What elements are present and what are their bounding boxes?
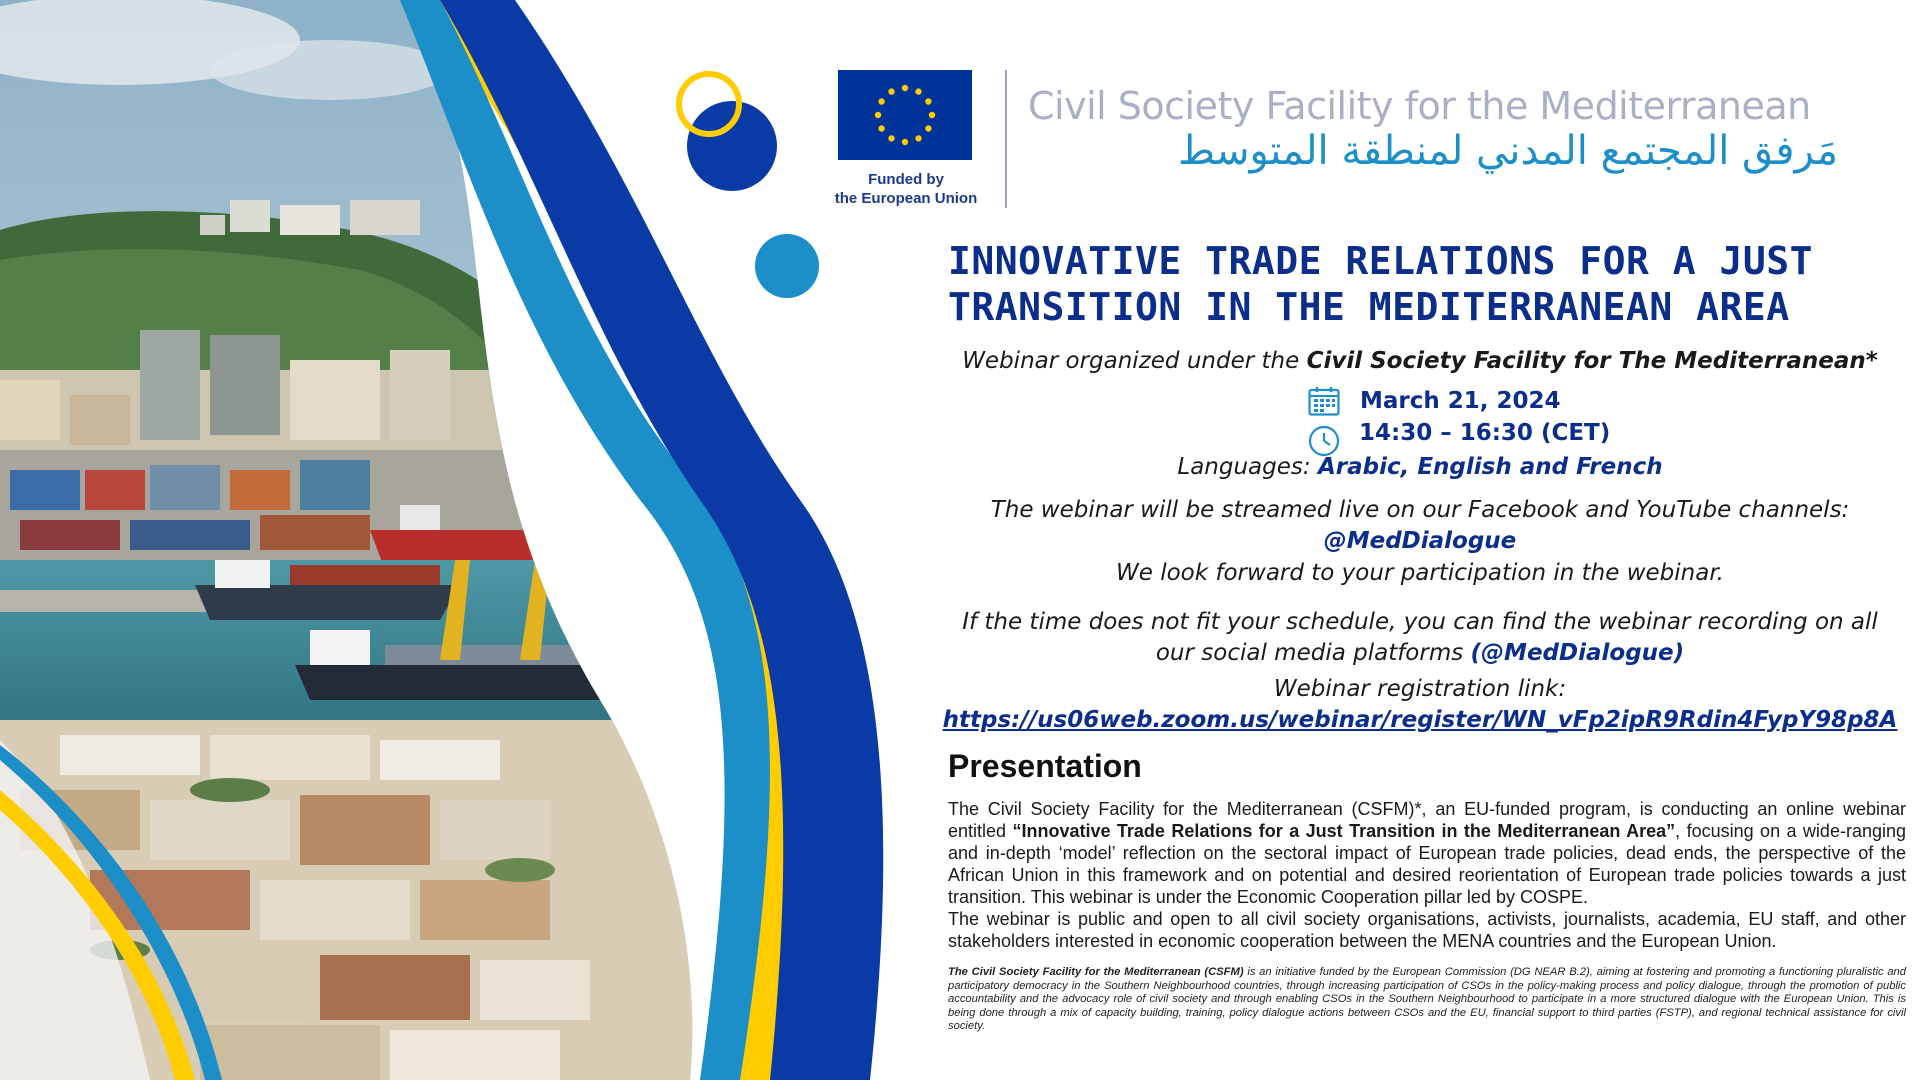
schedule-handle[interactable]: (@MedDialogue) (1470, 640, 1685, 666)
registration-link-row (940, 705, 1900, 735)
funded-line-1: Funded by (868, 171, 944, 188)
webinar-date: March 21, 2024 (1360, 388, 1561, 414)
funded-line-2: the European Union (834, 190, 978, 207)
footnote-text: is an initiative funded by the European Commission (DG NEAR B.2), aiming at fostering and promoting a functioning pluralistic and participatory democracy in the Southern Neighbourhood countries, through increasing participation of CSOs in the policy-making process and policy dialogue, through the promotion of public accountability and the advocacy role of civil society and through enabling CSOs in the Southern Neighbourhood to participate in a more structured dialogue with the European Union. This is being done through a mix of capacity building, training, policy dialogue actions between CSOs and the EU, financial support to third parties (FSTP), and regional technical assistance for civil society. (948, 966, 1906, 1032)
presentation-heading: Presentation (948, 748, 1142, 784)
eu-flag-icon (838, 70, 972, 160)
registration-link[interactable]: https://us06web.zoom.us/webinar/register/WN_vFp2ipR9Rdin4FypY98p8A (942, 707, 1898, 733)
organized-name: Civil Society Facility for The Mediterranean* (1306, 348, 1878, 374)
schedule-line-1: If the time does not fit your schedule, you can find the webinar recording on all (962, 609, 1878, 635)
languages-value: Arabic, English and French (1317, 454, 1663, 480)
webinar-time: 14:30 – 16:30 (CET) (1359, 420, 1611, 446)
registration-label: Webinar registration link: (1273, 676, 1567, 702)
languages-line (940, 452, 1900, 482)
organized-prefix: Webinar organized under the (962, 348, 1307, 374)
webinar-title (948, 238, 1908, 330)
funded-by-label (818, 170, 994, 208)
schedule-text: our social media platforms (1155, 640, 1471, 666)
p1-start: The Civil Society Facility for the Mediterranean (CSFM)*, an EU-funded program, is conducting an online webinar entitled (948, 799, 1906, 841)
footnote-title: The Civil Society Facility for the Mediterranean (CSFM) (948, 966, 1244, 978)
logo-divider (1005, 70, 1007, 208)
languages-label: Languages: (1177, 454, 1318, 480)
presentation-paragraph-2: The webinar is public and open to all civil society organisations, activists, journalists, academia, EU staff, and other stakeholders interested in economic cooperation between the MENA countries and the European Union. (948, 909, 1906, 951)
title-line-1: INNOVATIVE TRADE RELATIONS FOR A JUST (948, 239, 1813, 283)
organized-line (940, 346, 1900, 376)
look-forward-text: We look forward to your participation in the webinar. (1116, 560, 1724, 586)
facility-name-english: Civil Society Facility for the Mediterranean (1028, 84, 1811, 128)
presentation-body (948, 798, 1906, 952)
calendar-icon (1308, 386, 1340, 416)
schedule-line-2 (940, 638, 1900, 668)
p1-end: , focusing on a wide-ranging and in-depth ‘model’ reflection on the sectoral impact of European trade policies, dead ends, the perspective of the African Union in this framework and on potential and desired reorientation of European trade policies towards a just transition. This webinar is under the Economic Cooperation pillar led by COSPE. (948, 821, 1906, 907)
csfm-footnote (948, 966, 1906, 1034)
presentation-paragraph-1 (948, 798, 1906, 908)
stream-text: The webinar will be streamed live on our Facebook and YouTube channels: (990, 497, 1850, 523)
facility-name-arabic: مَرفق المجتمع المدني لمنطقة المتوسط (1178, 128, 1838, 174)
meddialogue-handle[interactable]: @MedDialogue (1323, 528, 1517, 554)
p1-webinar-title: “Innovative Trade Relations for a Just Transition in the Mediterranean Area” (1012, 821, 1676, 841)
title-line-2: TRANSITION IN THE MEDITERRANEAN AREA (948, 285, 1790, 329)
